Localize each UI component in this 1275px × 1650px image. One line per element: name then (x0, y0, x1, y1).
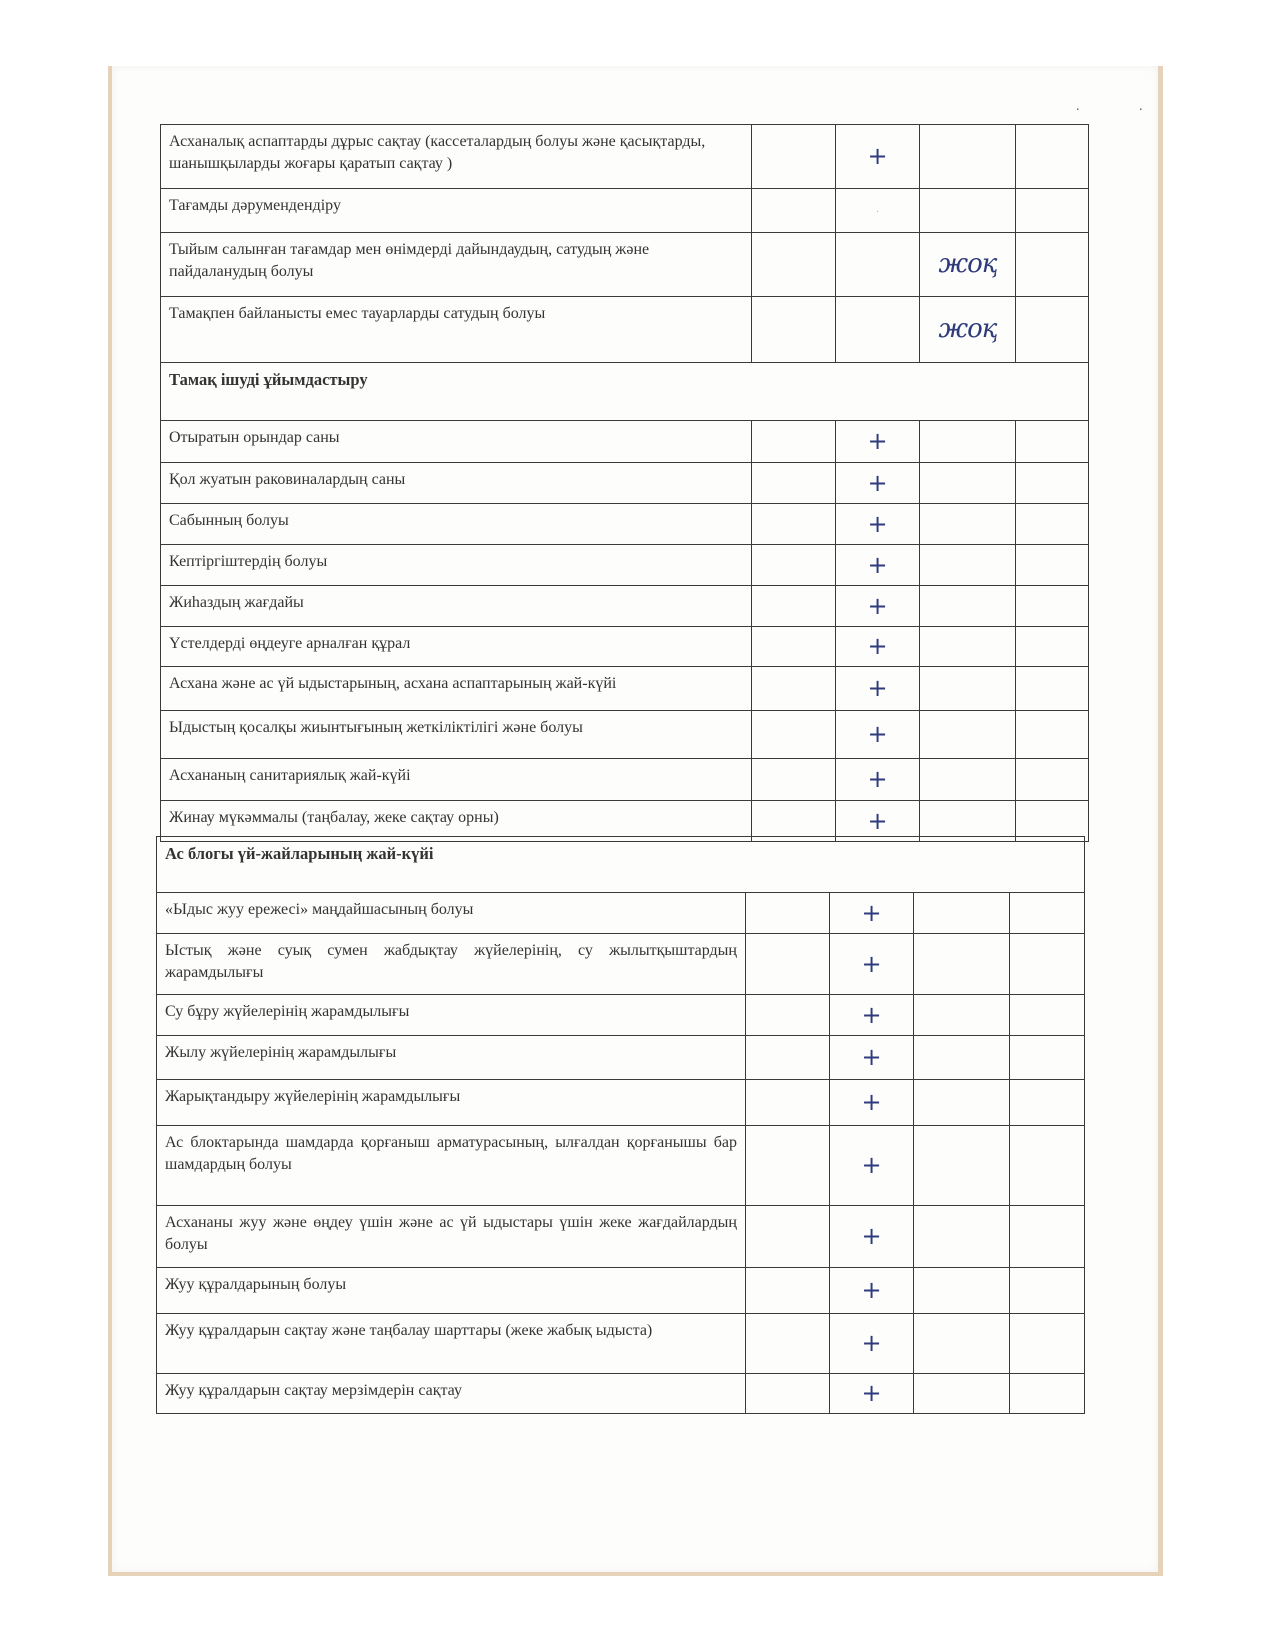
table-row (161, 421, 1089, 463)
mark-cell-3 (914, 1268, 1010, 1314)
criterion-text: Ыстық және суық сумен жабдықтау жүйелерінің, су жылытқыштардың жарамдылығы (157, 934, 746, 995)
table-row (161, 711, 1089, 759)
mark-cell-1 (752, 463, 836, 504)
mark-cell-1 (752, 504, 836, 545)
mark-cell-3 (920, 586, 1016, 627)
mark-cell-3 (914, 934, 1010, 995)
check-mark: + (867, 427, 888, 456)
check-mark: + (861, 1088, 882, 1117)
mark-cell-3 (920, 711, 1016, 759)
check-mark: + (861, 1151, 882, 1180)
mark-cell-4 (1010, 1314, 1085, 1374)
criterion-text: Асхана және ас үй ыдыстарының, асхана аспаптарының жай-күйі (161, 667, 752, 711)
mark-cell-4 (1016, 545, 1089, 586)
mark-cell-2 (836, 189, 920, 233)
criterion-text: Асханалық аспаптарды дұрыс сақтау (кассеталардың болуы және қасықтарды, шанышқыларды жоғары қаратып сақтау ) (161, 125, 752, 189)
criterion-text: «Ыдыс жуу ережесі» маңдайшасының болуы (157, 893, 746, 934)
table-row (161, 586, 1089, 627)
checklist-table-top (160, 124, 1089, 842)
mark-cell-3 (920, 463, 1016, 504)
mark-cell-3 (920, 189, 1016, 233)
mark-cell-1 (752, 586, 836, 627)
mark-cell-1 (746, 995, 830, 1036)
criterion-text: Су бұру жүйелерінің жарамдылығы (157, 995, 746, 1036)
section-title: Тамақ ішуді ұйымдастыру (161, 363, 1089, 421)
mark-cell-4 (1010, 1268, 1085, 1314)
section-header-row (157, 837, 1085, 893)
mark-cell-1 (752, 125, 836, 189)
mark-cell-4 (1010, 995, 1085, 1036)
mark-cell-1 (752, 627, 836, 667)
mark-cell-3 (914, 995, 1010, 1036)
mark-cell-4 (1010, 1374, 1085, 1414)
check-mark: + (867, 509, 888, 538)
mark-cell-3 (914, 1126, 1010, 1206)
mark-cell-2 (836, 233, 920, 297)
criterion-text: Тамақпен байланысты емес тауарларды сатудың болуы (161, 297, 752, 363)
mark-cell-1 (746, 1374, 830, 1414)
criterion-text: Жиһаздың жағдайы (161, 586, 752, 627)
mark-cell-3 (914, 1206, 1010, 1268)
mark-cell-2 (830, 1206, 914, 1268)
mark-cell-1 (746, 934, 830, 995)
table-row (157, 934, 1085, 995)
mark-cell-4 (1010, 1206, 1085, 1268)
table-row (157, 1126, 1085, 1206)
mark-cell-4 (1010, 1126, 1085, 1206)
criterion-text: Тағамды дәрумендендіру (161, 189, 752, 233)
table-row (161, 125, 1089, 189)
mark-cell-4 (1010, 934, 1085, 995)
check-mark: + (867, 142, 888, 171)
mark-cell-2 (836, 711, 920, 759)
check-mark: + (861, 1276, 882, 1305)
mark-cell-1 (752, 297, 836, 363)
mark-cell-2 (830, 1126, 914, 1206)
mark-cell-4 (1016, 421, 1089, 463)
handwritten-note: жоқ (938, 313, 997, 344)
mark-cell-3 (920, 545, 1016, 586)
mark-cell-1 (746, 1314, 830, 1374)
mark-cell-3 (920, 421, 1016, 463)
table-row (161, 759, 1089, 801)
mark-cell-2 (830, 1314, 914, 1374)
mark-cell-4 (1016, 463, 1089, 504)
table-row (157, 1314, 1085, 1374)
mark-cell-4 (1010, 1036, 1085, 1080)
mark-cell-4 (1010, 1080, 1085, 1126)
criterion-text: Үстелдерді өңдеуге арналған құрал (161, 627, 752, 667)
mark-cell-3 (920, 627, 1016, 667)
check-mark: + (861, 1043, 882, 1072)
criterion-text: Асхананың санитариялық жай-күйі (161, 759, 752, 801)
mark-cell-3 (914, 1314, 1010, 1374)
check-mark: + (861, 1329, 882, 1358)
mark-cell-4 (1016, 189, 1089, 233)
criterion-text: Жылу жүйелерінің жарамдылығы (157, 1036, 746, 1080)
mark-cell-4 (1016, 586, 1089, 627)
check-mark: + (861, 1000, 882, 1029)
section-header-row (161, 363, 1089, 421)
criterion-text: Сабынның болуы (161, 504, 752, 545)
criterion-text: Ас блоктарында шамдарда қорғаныш арматурасының, ылғалдан қорғанышы бар шамдардың болуы (157, 1126, 746, 1206)
mark-cell-1 (752, 421, 836, 463)
mark-cell-4 (1016, 297, 1089, 363)
table-row (157, 1036, 1085, 1080)
check-mark: + (867, 591, 888, 620)
check-mark: + (867, 674, 888, 703)
mark-cell-2 (830, 934, 914, 995)
criterion-text: Жуу құралдарының болуы (157, 1268, 746, 1314)
check-mark: + (861, 1222, 882, 1251)
criterion-text: Отыратын орындар саны (161, 421, 752, 463)
mark-cell-1 (746, 1126, 830, 1206)
mark-cell-4 (1016, 711, 1089, 759)
mark-cell-3 (920, 125, 1016, 189)
mark-cell-4 (1016, 627, 1089, 667)
mark-cell-2 (836, 759, 920, 801)
check-mark: + (867, 468, 888, 497)
mark-cell-4 (1016, 759, 1089, 801)
mark-cell-4 (1010, 893, 1085, 934)
check-mark: + (861, 898, 882, 927)
table-row (161, 545, 1089, 586)
criterion-text: Тыйым салынған тағамдар мен өнімдерді дайындаудың, сатудың және пайдаланудың болуы (161, 233, 752, 297)
mark-cell-4 (1016, 233, 1089, 297)
criterion-text: Ыдыстың қосалқы жиынтығының жеткіліктілігі және болуы (161, 711, 752, 759)
mark-cell-2 (836, 125, 920, 189)
table-row (161, 233, 1089, 297)
table-row (157, 1080, 1085, 1126)
mark-cell-1 (752, 667, 836, 711)
check-mark: + (867, 765, 888, 794)
mark-cell-2 (830, 1374, 914, 1414)
check-mark: + (867, 632, 888, 661)
criterion-text: Қол жуатын раковиналардың саны (161, 463, 752, 504)
table-row (157, 1374, 1085, 1414)
mark-cell-3 (920, 504, 1016, 545)
check-mark: + (861, 1379, 882, 1408)
mark-cell-3 (920, 667, 1016, 711)
check-mark: + (867, 720, 888, 749)
table-row (157, 1268, 1085, 1314)
checklist-table-bottom (156, 836, 1085, 1414)
criterion-text: Жуу құралдарын сақтау мерзімдерін сақтау (157, 1374, 746, 1414)
mark-cell-2 (836, 545, 920, 586)
criterion-text: Асхананы жуу және өңдеу үшін және ас үй ыдыстары үшін жеке жағдайлардың болуы (157, 1206, 746, 1268)
table-row (157, 995, 1085, 1036)
mark-cell-1 (752, 189, 836, 233)
mark-cell-1 (746, 1080, 830, 1126)
mark-cell-2 (830, 1080, 914, 1126)
section-title: Ас блогы үй-жайларының жай-күйі (157, 837, 1085, 893)
mark-cell-3 (920, 759, 1016, 801)
check-mark: + (867, 550, 888, 579)
mark-cell-1 (746, 893, 830, 934)
table-row (161, 189, 1089, 233)
mark-cell-3 (920, 233, 1016, 297)
check-mark: · (875, 206, 880, 218)
mark-cell-3 (914, 1036, 1010, 1080)
mark-cell-1 (752, 759, 836, 801)
mark-cell-4 (1016, 667, 1089, 711)
table-row (161, 667, 1089, 711)
table-row (157, 893, 1085, 934)
mark-cell-3 (914, 893, 1010, 934)
mark-cell-1 (752, 545, 836, 586)
mark-cell-1 (746, 1206, 830, 1268)
mark-cell-1 (746, 1036, 830, 1080)
mark-cell-2 (830, 893, 914, 934)
handwritten-note: жоқ (938, 248, 997, 279)
mark-cell-2 (836, 463, 920, 504)
mark-cell-1 (752, 233, 836, 297)
check-mark: + (861, 949, 882, 978)
criterion-text: Жарықтандыру жүйелерінің жарамдылығы (157, 1080, 746, 1126)
mark-cell-1 (752, 711, 836, 759)
mark-cell-3 (914, 1374, 1010, 1414)
table-row (161, 504, 1089, 545)
mark-cell-2 (836, 504, 920, 545)
mark-cell-3 (914, 1080, 1010, 1126)
mark-cell-4 (1016, 125, 1089, 189)
table-row (161, 297, 1089, 363)
table-row (161, 463, 1089, 504)
mark-cell-4 (1016, 504, 1089, 545)
table-row (157, 1206, 1085, 1268)
criterion-text: Жинау мүкәммалы (таңбалау, жеке сақтау орны) (161, 801, 752, 842)
mark-cell-2 (836, 421, 920, 463)
mark-cell-2 (836, 586, 920, 627)
mark-cell-2 (836, 667, 920, 711)
criterion-text: Жуу құралдарын сақтау және таңбалау шарттары (жеке жабық ыдыста) (157, 1314, 746, 1374)
mark-cell-1 (746, 1268, 830, 1314)
mark-cell-3 (920, 297, 1016, 363)
mark-cell-2 (836, 297, 920, 363)
header-marks: . . (1076, 99, 1171, 114)
mark-cell-2 (830, 1036, 914, 1080)
criterion-text: Кептіргіштердің болуы (161, 545, 752, 586)
table-row (161, 627, 1089, 667)
mark-cell-2 (830, 995, 914, 1036)
mark-cell-2 (836, 627, 920, 667)
mark-cell-2 (830, 1268, 914, 1314)
check-mark: + (867, 806, 888, 835)
